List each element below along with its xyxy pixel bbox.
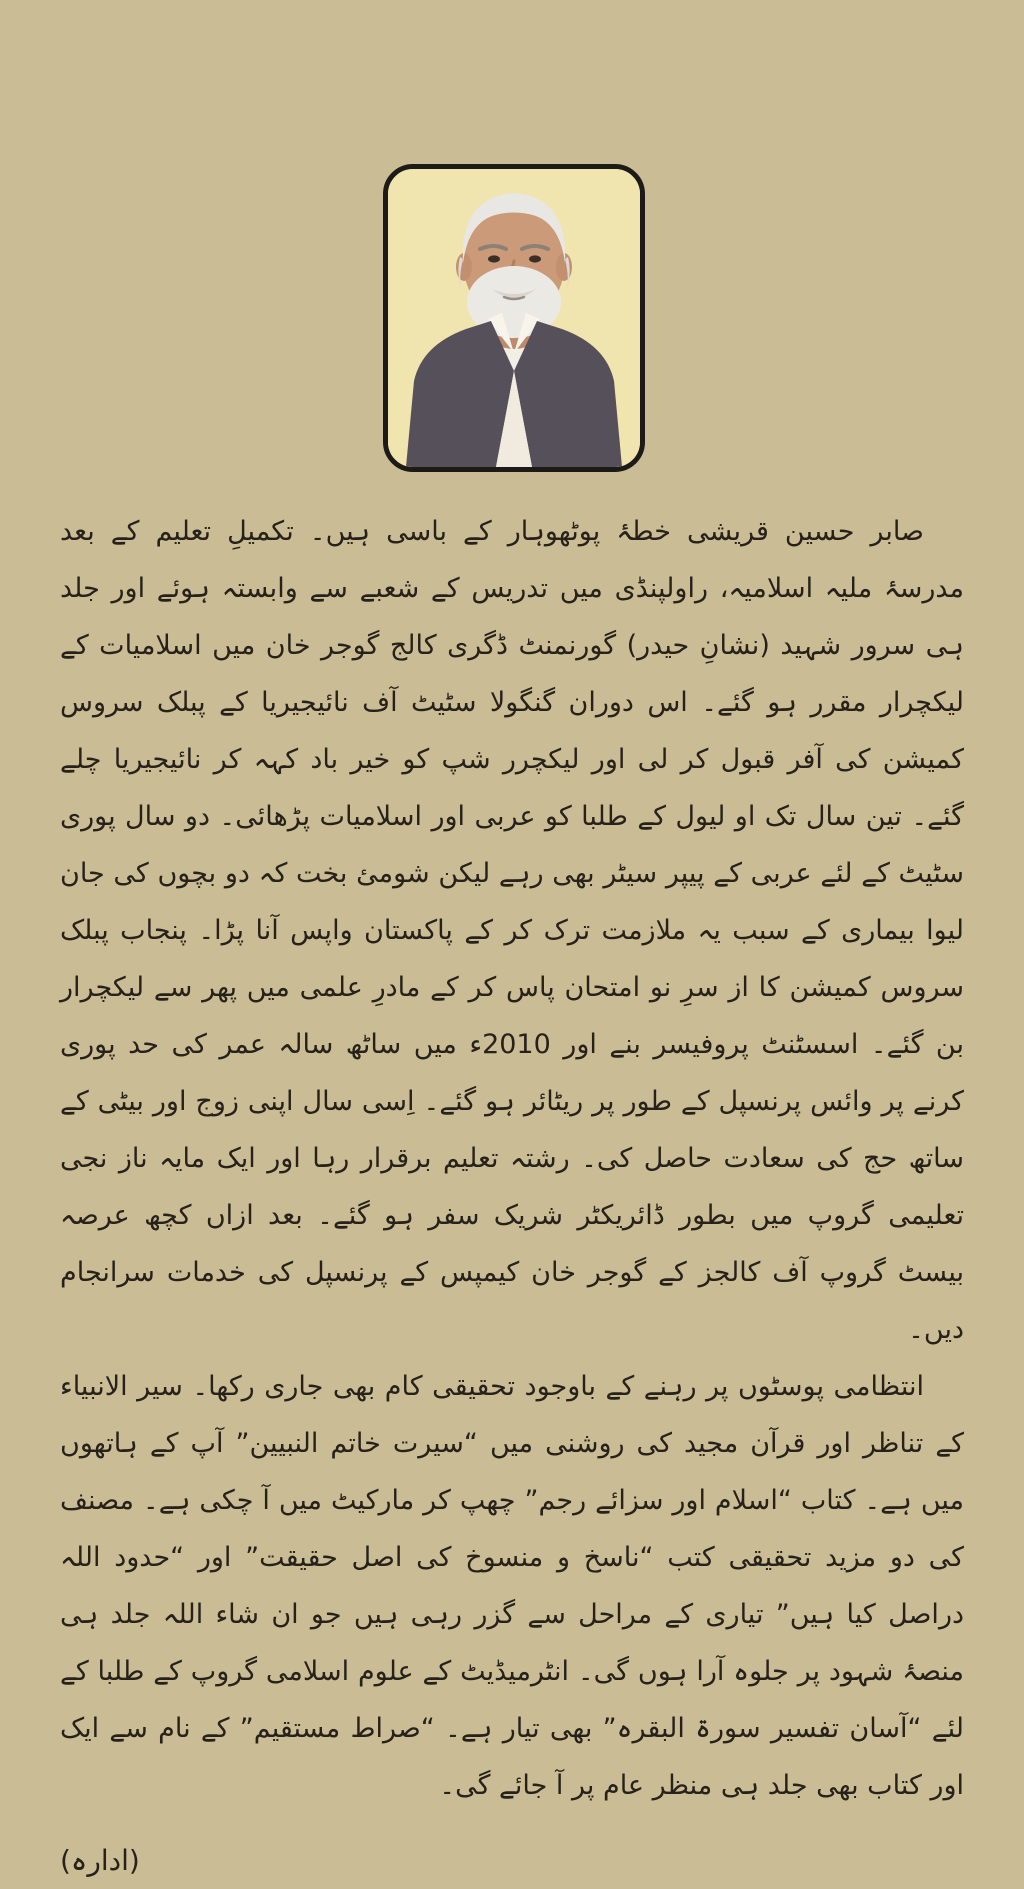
bio-paragraph-1: صابر حسین قریشی خطۂ پوٹھوہار کے باسی ہیں۔ تکمیلِ تعلیم کے بعد مدرسۂ ملیہ اسلامیہ، راولپنڈی میں تدریس کے شعبے سے وابستہ ہوئے اور جلد ہی سرور شہید (نشانِ حیدر) گورنمنٹ ڈگری کالج گوجر خان میں اسلامیات کے لیکچرار مقرر ہو گئے۔ اس دوران گنگولا سٹیٹ آف نائیجیریا کے پبلک سروس کمیشن کی آفر قبول کر لی اور لیکچرر شپ کو خیر باد کہہ کر نائیجیریا چلے گئے۔ تین سال تک او لیول کے طلبا کو عربی اور اسلامیات پڑھائی۔ دو سال پوری سٹیٹ کے لئے عربی کے پیپر سیٹر بھی رہے لیکن شومئ بخت کہ دو بچوں کی جان لیوا بیماری کے سبب یہ ملازمت ترک کر کے پاکستان واپس آنا پڑا۔ پنجاب پبلک سروس کمیشن کا از سرِ نو امتحان پاس کر کے مادرِ علمی میں پھر سے لیکچرار بن گئے۔ اسسٹنٹ پروفیسر بنے اور 2010ء میں ساٹھ سالہ عمر کی حد پوری کرنے پر وائس پرنسپل کے طور پر ریٹائر ہو گئے۔ اِسی سال اپنی زوج اور بیٹی کے ساتھ حج کی سعادت حاصل کی۔ رشتہ تعلیم برقرار رہا اور ایک مایہ ناز نجی تعلیمی گروپ میں بطور ڈائریکٹر شریک سفر ہو گئے۔ بعد ازاں کچھ عرصہ بیسٹ گروپ آف کالجز کے گوجر خان کیمپس کے پرنسپل کی خدمات سرانجام دیں۔ bbox=[60, 516, 965, 1345]
bio-paragraph-2: انتظامی پوسٹوں پر رہنے کے باوجود تحقیقی کام بھی جاری رکھا۔ سیر الانبیاء کے تناظر اور قرآن مجید کی روشنی میں “سیرت خاتم النبیین” آپ کے ہاتھوں میں ہے۔ کتاب “اسلام اور سزائے رجم” چھپ کر مارکیٹ میں آ چکی ہے۔ مصنف کی دو مزید تحقیقی کتب “ناسخ و منسوخ کی اصل حقیقت” اور “حدود اللہ دراصل کیا ہیں” تیاری کے مراحل سے گزر رہی ہیں جو ان شاء اللہ جلد ہی منصۂ شہود پر جلوہ آرا ہوں گی۔ انٹرمیڈیٹ کے علوم اسلامی گروپ کے طلبا کے لئے “آسان تفسیر سورۃ البقرہ” بھی تیار ہے۔ “صراط مستقیم” کے نام سے ایک اور کتاب بھی جلد ہی منظر عام پر آ جائے گی۔ bbox=[60, 1371, 965, 1801]
publisher-signature: (ادارہ) bbox=[60, 1844, 140, 1877]
biography-text bbox=[60, 503, 964, 1889]
author-portrait-illustration bbox=[388, 169, 640, 467]
author-photo bbox=[383, 164, 645, 472]
